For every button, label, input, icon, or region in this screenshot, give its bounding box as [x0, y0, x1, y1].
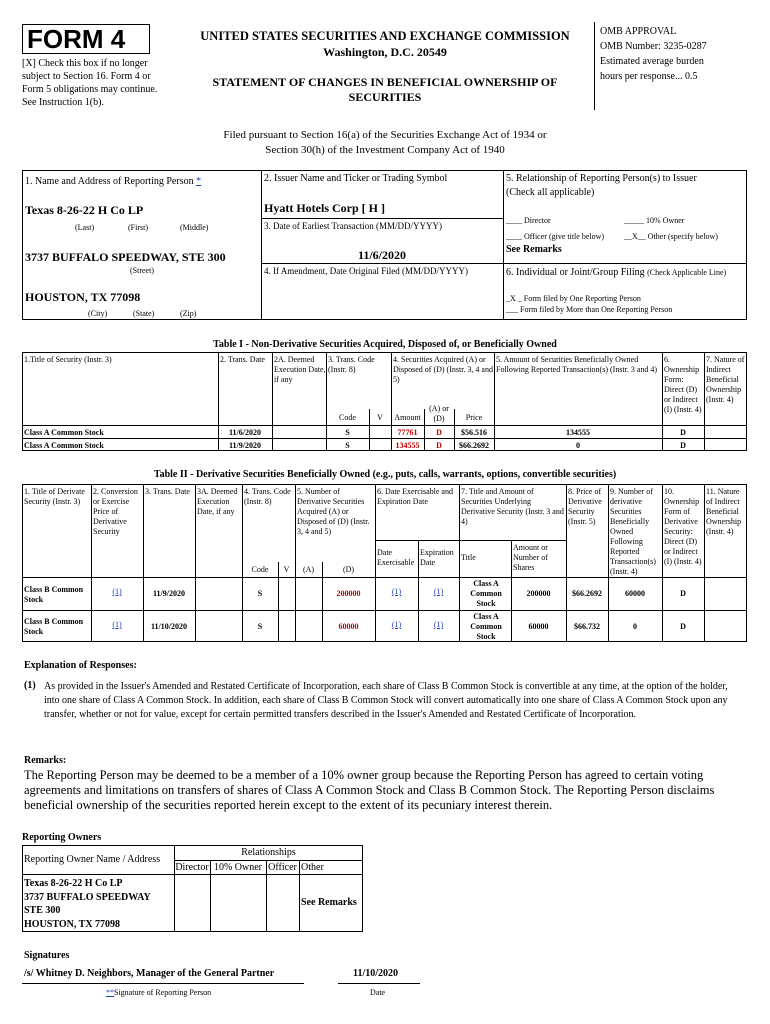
- one-reporting-person-option[interactable]: _X _ Form filed by One Reporting Person: [506, 294, 641, 303]
- t1-header-code: 3. Trans. Code (Instr. 8): [328, 355, 375, 374]
- explanation-number: (1): [24, 680, 36, 691]
- t2-header-title: 1. Title of Derivate Security (Instr. 3): [24, 487, 85, 506]
- t1-sub-code: Code: [339, 413, 356, 422]
- t2-sub-expiration: Expiration Date: [420, 548, 454, 567]
- street-value: 3737 BUFFALO SPEEDWAY, STE 300: [25, 250, 226, 264]
- t1-sub-v: V: [377, 413, 383, 422]
- footnote-1-link[interactable]: (1): [112, 587, 122, 596]
- table-row: Class B Common Stock: [24, 585, 84, 604]
- t1-sub-price: Price: [465, 413, 483, 422]
- t2-sub-v: V: [283, 565, 290, 574]
- owner-name-header: Reporting Owner Name / Address: [24, 854, 161, 865]
- t2-sub-shares: Amount or Number of Shares: [513, 543, 548, 572]
- table1-title: Table I - Non-Derivative Securities Acquired, Disposed of, or Beneficially Owned: [213, 339, 557, 350]
- filed-pursuant: [0, 128, 770, 158]
- footnote-1-link[interactable]: (1): [433, 620, 444, 629]
- owner-other-value: See Remarks: [301, 897, 357, 908]
- label-street: (Street): [130, 266, 154, 275]
- t1-header-date: 2. Trans. Date: [220, 355, 265, 364]
- explanation-title: Explanation of Responses:: [24, 660, 137, 671]
- t1-header-owned: 5. Amount of Securities Beneficially Owned Following Reported Transaction(s) (Instr. 3 and 4): [496, 355, 658, 374]
- director-checkbox[interactable]: ____ Director: [506, 216, 551, 225]
- box6-label: 6. Individual or Joint/Group Filing (Check Applicable Line): [506, 267, 727, 278]
- omb-hours: hours per response... 0.5: [600, 71, 698, 82]
- form-title: FORM 4: [27, 24, 126, 54]
- omb-divider: [594, 22, 595, 110]
- reporting-owners-title: Reporting Owners: [22, 832, 102, 843]
- label-state: (State): [133, 309, 155, 318]
- table2-title: Table II - Derivative Securities Beneficially Owned (e.g., puts, calls, warrants, options, convertible securities): [153, 469, 617, 480]
- footnote-1-link[interactable]: (1): [112, 620, 122, 629]
- table-row: Class A Common Stock: [24, 428, 104, 437]
- box1-label: 1. Name and Address of Reporting Person *: [25, 176, 202, 187]
- t2-header-code: 4. Trans. Code (Instr. 8): [244, 487, 291, 506]
- earliest-transaction-date: 11/6/2020: [357, 248, 406, 262]
- issuer-name: Hyatt Hotels Corp [ H ]: [264, 201, 385, 215]
- t1-header-nature: 7. Nature of Indirect Beneficial Ownership (Instr. 4): [706, 355, 745, 404]
- t2-header-underlying: 7. Title and Amount of Securities Underlying Derivative Security (Instr. 3 and 4): [461, 487, 564, 526]
- table-row: Class B Common Stock: [24, 617, 84, 636]
- label-zip: (Zip): [180, 309, 197, 318]
- officer-header: Officer: [268, 862, 297, 873]
- statement-title: STATEMENT OF CHANGES IN BENEFICIAL OWNERSHIP OF SECURITIES: [212, 75, 558, 104]
- box2-label: 2. Issuer Name and Ticker or Trading Symbol: [264, 173, 448, 184]
- relationship-remarks: See Remarks: [506, 244, 562, 255]
- label-city: (City): [88, 309, 108, 318]
- label-last: (Last): [75, 223, 95, 232]
- signer-name: /s/ Whitney D. Neighbors, Manager of the General Partner: [24, 968, 275, 979]
- footnote-1-link[interactable]: (1): [391, 620, 402, 629]
- t2-header-date: 3. Trans. Date: [145, 487, 190, 496]
- agency-title: UNITED STATES SECURITIES AND EXCHANGE COMMISSION: [200, 29, 570, 43]
- t1-header-deemed: 2A. Deemed Execution Date, if any: [274, 355, 326, 384]
- signature-footnote-link[interactable]: **: [106, 988, 114, 997]
- filed-line-2: Section 30(h) of the Investment Company Act of 1940: [265, 144, 505, 156]
- table-row: Class A Common Stock: [24, 441, 104, 450]
- relationships-header: Relationships: [241, 847, 296, 858]
- ten-percent-owner-checkbox[interactable]: _____ 10% Owner: [624, 216, 685, 225]
- footnote-1-link[interactable]: (1): [391, 587, 402, 596]
- t1-header-form: 6. Ownership Form: Direct (D) or Indirect (I) (Instr. 4): [664, 355, 702, 414]
- box3-label: 3. Date of Earliest Transaction (MM/DD/YYYY): [264, 221, 442, 231]
- agency-location: Washington, D.C. 20549: [323, 45, 447, 59]
- t2-header-nature: 11. Nature of Indirect Beneficial Ownership (Instr. 4): [706, 487, 742, 536]
- omb-title: OMB APPROVAL: [600, 26, 677, 37]
- t1-header-acquired: 4. Securities Acquired (A) or Disposed of (D) (Instr. 3, 4 and 5): [393, 355, 493, 384]
- omb-burden: Estimated average burden: [600, 56, 704, 67]
- multiple-reporting-persons-option[interactable]: ___ Form filed by More than One Reporting Person: [506, 305, 673, 314]
- footnote-1-link[interactable]: (1): [433, 587, 444, 596]
- remarks-text: The Reporting Person may be deemed to be a member of a 10% owner group because the Reporting Person has agreed to certain voting agreements and limitations on transfers of shares of Class A Common Stock and Class B Common Stock. The Reporting Person disclaims beneficial ownership of the securities reported herein except to the extent of its pecuniary interest therein.: [24, 768, 715, 812]
- t2-header-price: 8. Price of Derivative Security (Instr. 5): [568, 487, 602, 526]
- omb-number: OMB Number: 3235-0287: [600, 41, 707, 52]
- t1-sub-amount: Amount: [394, 413, 421, 422]
- t2-sub-code: Code: [251, 565, 269, 574]
- officer-checkbox[interactable]: ____ Officer (give title below): [506, 232, 605, 241]
- signatures-title: Signatures: [24, 950, 70, 961]
- remarks-title: Remarks:: [24, 755, 67, 766]
- box5-label: 5. Relationship of Reporting Person(s) to Issuer (Check all applicable): [506, 173, 697, 198]
- box4-label: 4. If Amendment, Date Original Filed (MM/DD/YYYY): [264, 266, 468, 276]
- t2-sub-a: (A): [302, 565, 315, 574]
- t2-header-form: 10. Ownership Form of Derivative Security: Direct (D) or Indirect (I) (Instr. 4): [664, 487, 702, 566]
- filed-line-1: Filed pursuant to Section 16(a) of the Securities Exchange Act of 1934 or: [223, 129, 547, 141]
- t1-sub-aord: (A) or (D): [429, 404, 449, 423]
- t2-header-conversion: 2. Conversion or Exercise Price of Derivative Security: [93, 487, 138, 536]
- t2-sub-date-exercisable: Date Exercisable: [377, 548, 415, 567]
- label-first: (First): [128, 223, 148, 232]
- other-header: Other: [301, 862, 324, 873]
- t2-sub-title: Title: [461, 553, 476, 562]
- t1-header-title: 1.Title of Security (Instr. 3): [24, 355, 112, 364]
- signature-label: **Signature of Reporting Person: [106, 988, 212, 997]
- omb-approval: [600, 24, 707, 84]
- t2-header-owned: 9. Number of derivative Securities Beneficially Owned Following Reported Transaction(s) (Instr. 4): [610, 487, 656, 576]
- t2-header-deemed: 3A. Deemed Execution Date, if any: [197, 487, 238, 516]
- t2-sub-d: (D): [342, 565, 355, 574]
- other-checkbox[interactable]: __X__ Other (specify below): [624, 232, 718, 241]
- owner-address: Texas 8-26-22 H Co LP 3737 BUFFALO SPEEDWAY STE 300 HOUSTON, TX 77098: [24, 878, 151, 930]
- director-header: Director: [175, 862, 209, 873]
- footnote-star-link[interactable]: *: [196, 176, 202, 187]
- date-label: Date: [370, 988, 386, 997]
- label-middle: (Middle): [180, 223, 209, 232]
- t2-header-number: 5. Number of Derivative Securities Acquired (A) or Disposed of (D) (Instr. 3, 4 and 5): [297, 487, 370, 536]
- signature-date: 11/10/2020: [353, 968, 399, 979]
- city-value: HOUSTON, TX 77098: [25, 290, 141, 304]
- reporting-person-name: Texas 8-26-22 H Co LP: [25, 203, 144, 217]
- t2-header-exercisable: 6. Date Exercisable and Expiration Date: [377, 487, 453, 506]
- explanation-text: As provided in the Issuer's Amended and Restated Certificate of Incorporation, each share of Class B Common Stock is convertible at any time, at the option of the holder, into one share of Class A Common Stock. In addition, each share of Class B Common Stock will convert automatically into one share of Class A Common Stock upon any transfer, whether or not for value, except for certain permitted transfers described in the Issuer's Amended and Restated Certificate of Incorporation.: [44, 681, 728, 720]
- ten-owner-header: 10% Owner: [213, 862, 263, 873]
- form-title-box: [22, 24, 150, 54]
- checkbox-note: [X] Check this box if no longer subject to Section 16. Form 4 or Form 5 obligations may continue. See Instruction 1(b).: [22, 58, 158, 108]
